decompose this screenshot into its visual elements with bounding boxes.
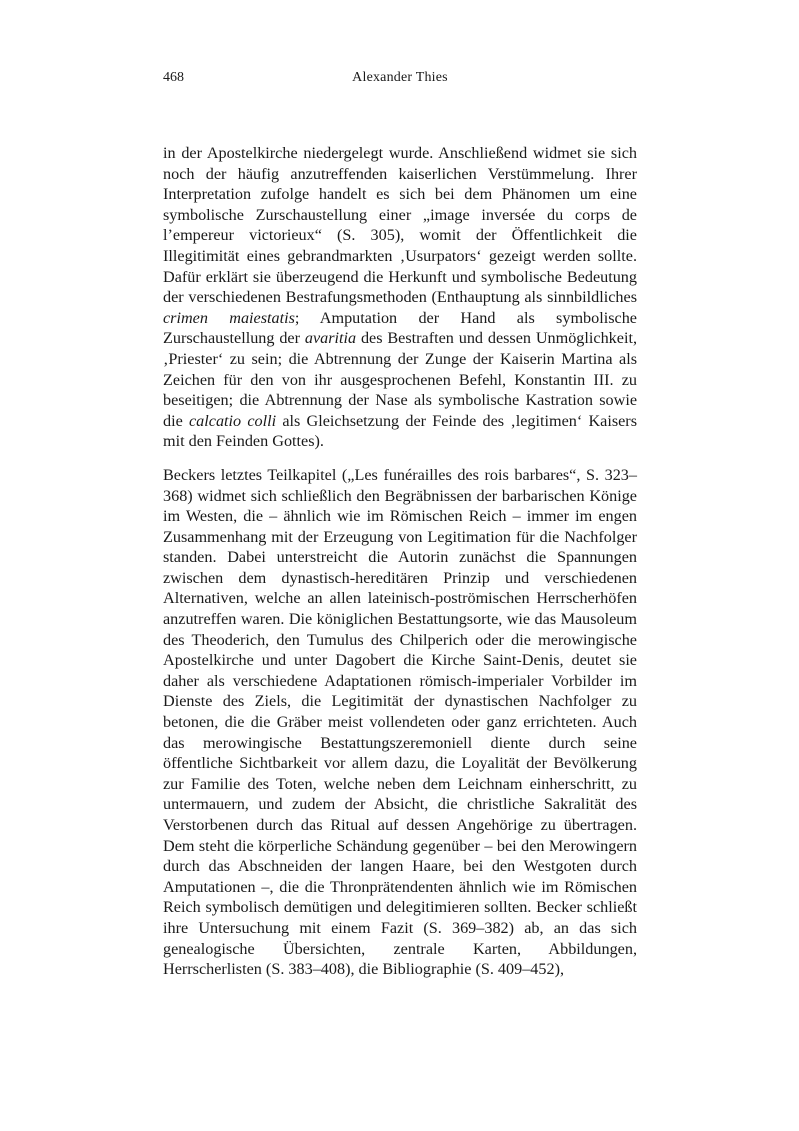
- text-segment: ; Amputation der Hand als symbolische Zurschaustellung der: [163, 308, 637, 348]
- text-segment: als Gleichsetzung der Feinde des ‚legitimen‘ Kaisers mit den Feinden Gottes).: [163, 411, 637, 451]
- italic-term-crimen-maiestatis: crimen maiestatis: [163, 308, 295, 327]
- text-segment: des Bestraften und dessen Unmöglichkeit, ‚Priester‘ zu sein; die Abtrennung der Zunge der Kaiserin Martina als Zeichen für den von ihr ausgesprochenen Befehl, Konstantin III. zu beseitigen; die Abtrennung der Nase als symbolische Kastration sowie die: [163, 329, 637, 430]
- running-head-author: Alexander Thies: [352, 70, 448, 85]
- italic-term-calcatio-colli: calcatio colli: [189, 411, 277, 430]
- italic-term-avaritia: avaritia: [304, 329, 357, 348]
- page-header: [163, 70, 637, 92]
- paragraph-1: [163, 143, 637, 452]
- body-text: [163, 143, 637, 980]
- text-segment: in der Apostelkirche niedergelegt wurde. Anschließend widmet sie sich noch der häufig anzutreffenden kaiserlichen Verstümmelung. Ihrer Interpretation zufolge handelt es sich bei dem Phänomen um eine symbolische Zurschaustellung einer „image inversée du corps de l’empereur victorieux“ (S. 305), womit der Öffentlichkeit die Illegitimität eines gebrandmarkten ‚Usurpators‘ gezeigt werden sollte. Dafür erklärt sie überzeugend die Herkunft und symbolische Bedeutung der verschiedenen Bestrafungsmethoden (Enthauptung als sinnbildliches: [163, 144, 637, 307]
- text-segment: Beckers letztes Teilkapitel („Les funérailles des rois barbares“, S. 323–368) widmet sich schließlich den Begräbnissen der barbarischen Könige im Westen, die – ähnlich wie im Römischen Reich – immer im engen Zusammenhang mit der Erzeugung von Legitimation für die Nachfolger standen. Dabei unterstreicht die Autorin zunächst die Spannungen zwischen dem dynastisch-hereditären Prinzip und verschiedenen Alternativen, welche an allen lateinisch-poströmischen Herrscherhöfen anzutreffen waren. Die königlichen Bestattungsorte, wie das Mausoleum des Theoderich, den Tumulus des Chilperich oder die merowingische Apostelkirche und unter Dagobert die Kirche Saint-Denis, deutet sie daher als verschiedene Adaptationen römisch-imperialer Vorbilder im Dienste des Ziels, die Legitimität der dynastischen Nachfolger zu betonen, die die Gräber meist vollendeten oder ganz errichteten. Auch das merowingische Bestattungszeremoniell diente durch seine öffentliche Sichtbarkeit vor allem dazu, die Loyalität der Bevölkerung zur Familie des Toten, welche neben dem Leichnam einherschritt, zu untermauern, und zudem der Absicht, die christliche Sakralität des Verstorbenen durch das Ritual auf dessen Angehörige zu übertragen. Dem steht die körperliche Schändung gegenüber – bei den Merowingern durch das Abschneiden der langen Haare, bei den Westgoten durch Amputationen –, die die Thronprätendenten ähnlich wie im Römischen Reich symbolisch demütigen und delegitimieren sollten. Becker schließt ihre Untersuchung mit einem Fazit (S. 369–382) ab, an das sich genealogische Übersichten, zentrale Karten, Abbildungen, Herrscherlisten (S. 383–408), die Bibliographie (S. 409–452),: [163, 465, 637, 979]
- paragraph-2: [163, 465, 637, 980]
- page-number: 468: [163, 70, 184, 85]
